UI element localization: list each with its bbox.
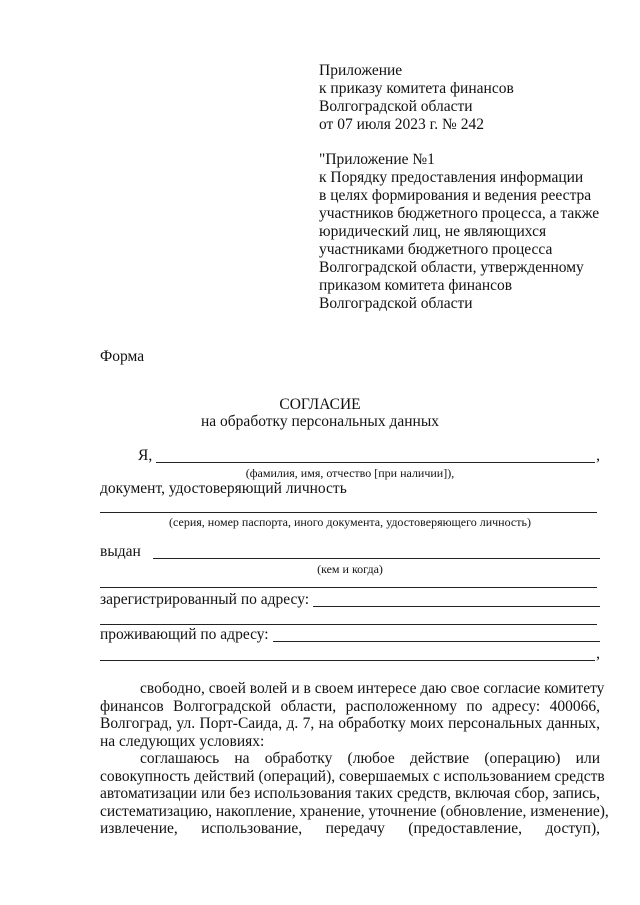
living-comma: , [596,645,600,662]
appendix-original-line: в целях формирования и ведения реестра [319,187,592,204]
appendix-line: Волгоградской области [319,98,473,115]
living-field-row [100,626,600,644]
living-input-line[interactable] [273,629,600,642]
document-title: СОГЛАСИЕ [279,396,361,413]
paragraph-line: на следующих условиях: [100,732,265,750]
appendix-original-line: "Приложение №1 [319,151,435,168]
doc-label: документ, удостоверяющий личность [100,480,347,497]
registered-label: зарегистрированный по адресу: [100,591,310,608]
paragraph-line: извлечение, использование, передачу (предоставление, доступ), [100,820,600,837]
registered-input-line[interactable] [313,594,600,607]
appendix-header [319,62,514,134]
paragraph-line: автоматизации или без использования таких средств, включая сбор, запись, [100,785,600,802]
appendix-original-line: Волгоградской области [319,295,473,312]
fio-comma: , [596,447,600,464]
issued-label: выдан [100,543,141,560]
appendix-line: от 07 июля 2023 г. № 242 [319,116,484,133]
fio-label: Я, [138,447,153,464]
living-field-row-2 [100,645,600,663]
document-subtitle: на обработку персональных данных [201,413,439,430]
paragraph-line: финансов Волгоградской области, расположенному по адресу: 400066, [100,697,600,715]
fio-field-row [138,447,600,465]
paragraph-line: свободно, своей волей и в своем интересе даю свое согласие комитету [140,680,605,697]
paragraph-line: систематизацию, накопление, хранение, уточнение (обновление, изменение), [100,802,609,820]
living-label: проживающий по адресу: [100,626,269,643]
doc-input-line[interactable] [100,512,597,513]
appendix-original-line: участников бюджетного процесса, а также [319,205,600,222]
living-input-line-2[interactable] [100,648,595,661]
issued-input-line[interactable] [153,546,600,559]
registered-input-line-2[interactable] [100,624,597,625]
appendix-original-line: Волгоградской области, утвержденному [319,259,584,276]
doc-hint: (серия, номер паспорта, иного документа, удостоверяющего личность) [169,515,531,529]
fio-input-line[interactable] [156,450,595,463]
issued-input-line-2[interactable] [100,587,597,588]
issued-hint: (кем и когда) [317,562,383,576]
paragraph-line: Волгоград, ул. Порт-Саида, д. 7, на обработку моих персональных данных, [100,715,600,732]
issued-field-row [100,543,600,561]
appendix-original-line: юридический лиц, не являющихся [319,223,547,240]
registered-field-row [100,591,600,609]
form-label: Форма [100,348,145,365]
consent-paragraph-2 [100,750,609,838]
appendix-original-line: участниками бюджетного процесса [319,241,553,258]
appendix-line: Приложение [319,62,403,79]
consent-paragraph-1 [100,680,605,750]
appendix-original-header [319,151,599,313]
paragraph-line: совокупность действий (операций), совершаемых с использованием средств [100,767,605,785]
appendix-original-line: к Порядку предоставления информации [319,169,584,186]
fio-hint: (фамилия, имя, отчество [при наличии]), [245,466,455,480]
doc-label-row [100,480,600,498]
paragraph-line: соглашаюсь на обработку (любое действие (операцию) или [140,750,600,767]
appendix-original-line: приказом комитета финансов [319,277,513,294]
appendix-line: к приказу комитета финансов [319,80,514,97]
